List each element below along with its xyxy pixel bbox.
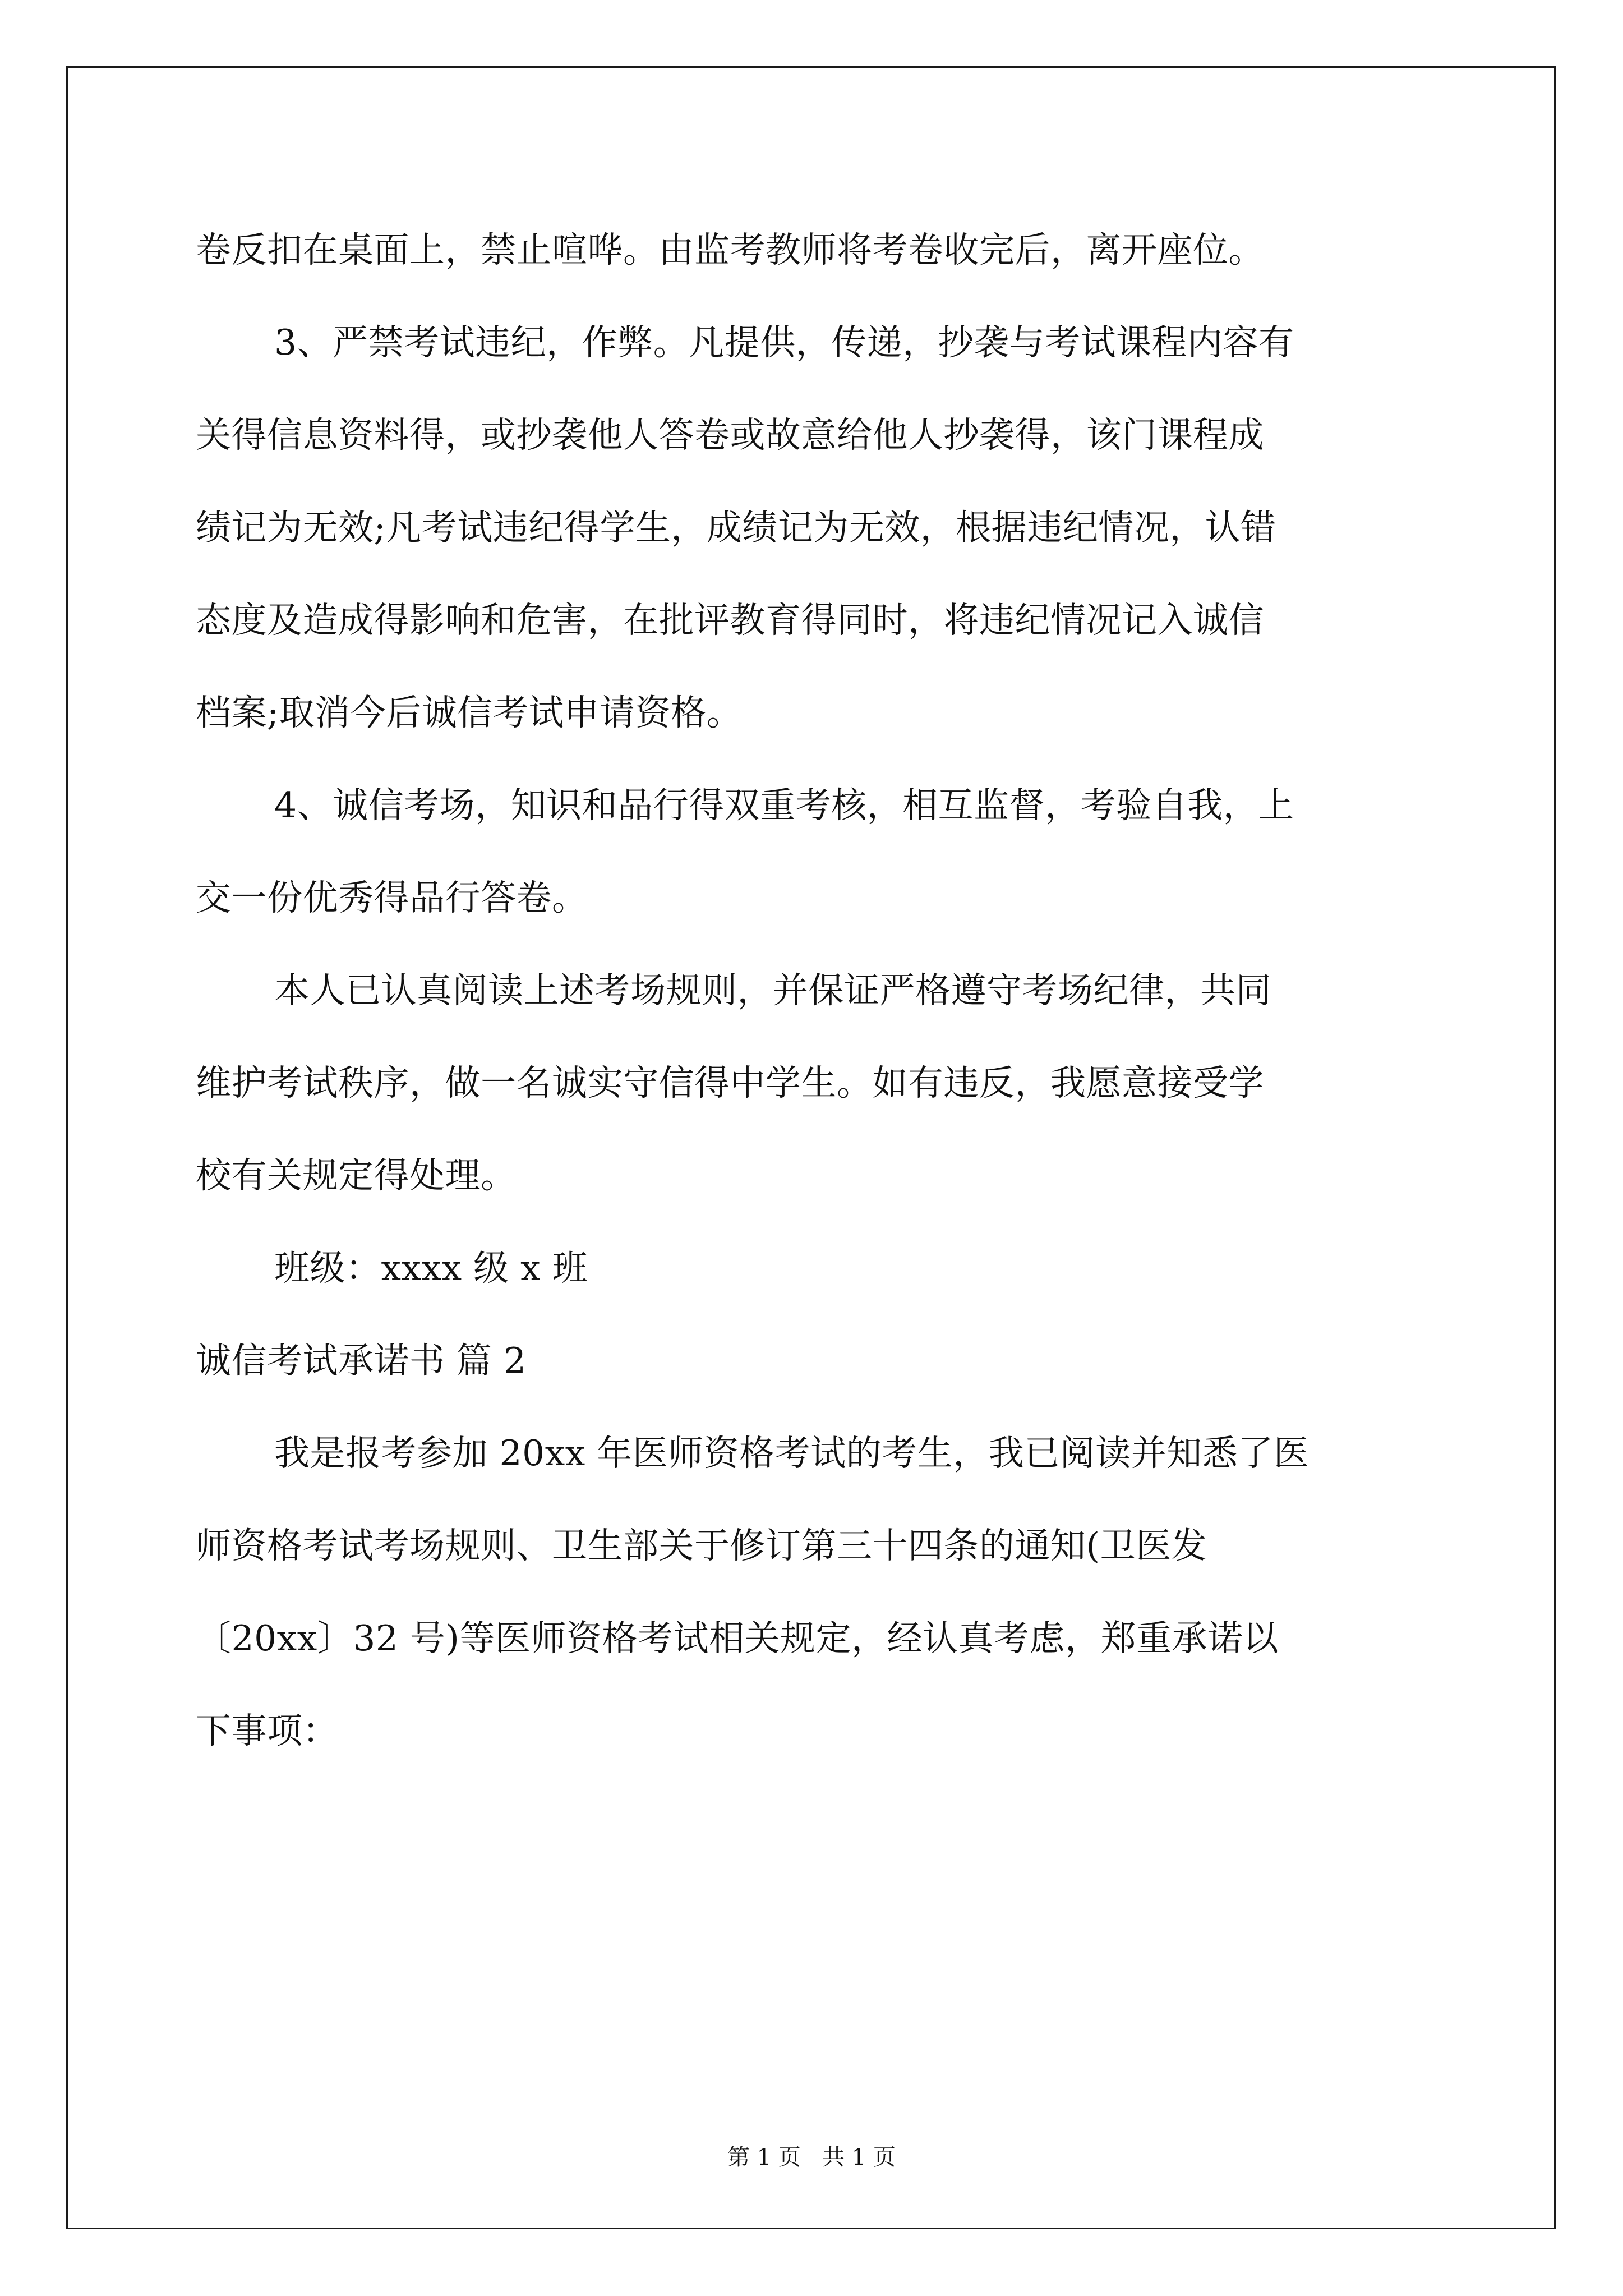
text-line: 关得信息资料得，或抄袭他人答卷或故意给他人抄袭得，该门课程成 [196,415,1264,455]
text-line: 档案;取消今后诚信考试申请资格。 [196,692,743,733]
text-line: 维护考试秩序，做一名诚实守信得中学生。如有违反，我愿意接受学 [196,1062,1264,1103]
text-line: 3、严禁考试违纪，作弊。凡提供，传递，抄袭与考试课程内容有 [274,322,1294,363]
page-border [66,66,1556,2229]
text-line: 交一份优秀得品行答卷。 [196,877,588,918]
text-line: 绩记为无效;凡考试违纪得学生，成绩记为无效，根据违纪情况，认错 [196,507,1276,548]
text-line: 我是报考参加 20xx 年医师资格考试的考生，我已阅读并知悉了医 [274,1433,1310,1474]
page-number: 第 1 页 共 1 页 [727,2145,896,2170]
section-heading: 诚信考试承诺书 篇 2 [196,1340,527,1381]
text-line: 师资格考试考场规则、卫生部关于修订第三十四条的通知(卫医发 [196,1525,1207,1566]
text-line: 4、诚信考场，知识和品行得双重考核，相互监督，考验自我，上 [274,785,1294,826]
text-line: 态度及造成得影响和危害，在批评教育得同时，将违纪情况记入诚信 [196,600,1264,641]
text-line: 下事项： [196,1710,338,1751]
text-line: 校有关规定得处理。 [196,1155,517,1196]
text-line: 卷反扣在桌面上，禁止喧哗。由监考教师将考卷收完后，离开座位。 [196,229,1264,270]
text-line: 本人已认真阅读上述考场规则，并保证严格遵守考场纪律，共同 [274,970,1271,1011]
class-field: 班级：xxxx 级 x 班 [274,1248,588,1289]
text-line: 〔20xx〕32 号)等医师资格考试相关规定，经认真考虑，郑重承诺以 [196,1618,1279,1659]
